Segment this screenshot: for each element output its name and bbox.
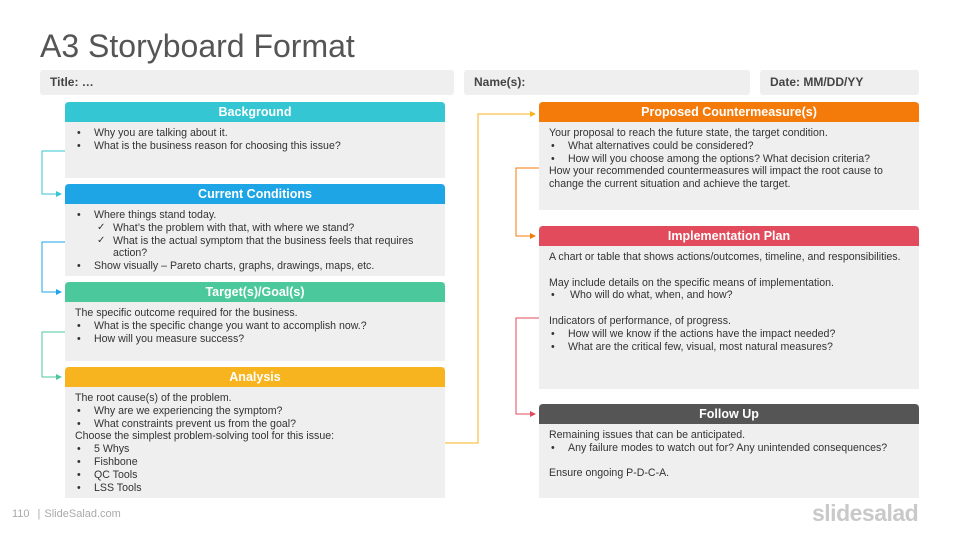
slidesalad-logo: slidesalad: [812, 500, 919, 526]
proposed-intro: Your proposal to reach the future state, the target condition.: [549, 127, 828, 139]
check-item: ✓ What’s the problem with that, with where we stand?: [75, 222, 435, 235]
title-field[interactable]: Title: …: [40, 70, 454, 95]
proposed-outro: How your recommended countermeasures will impact the root cause to change the current situation and achieve the target.: [549, 165, 883, 191]
tool-item: • 5 Whys: [75, 443, 435, 456]
list-item: • Who will do what, when, and how?: [549, 289, 909, 302]
implementation-heading: Implementation Plan: [539, 226, 919, 246]
followup-intro: Remaining issues that can be anticipated.: [549, 429, 746, 441]
analysis-tools-intro: Choose the simplest problem-solving tool for this issue:: [75, 430, 335, 443]
proposed-countermeasures-card: [539, 102, 919, 210]
background-heading: Background: [65, 102, 445, 122]
footer-site: SlideSalad.com: [44, 508, 121, 520]
footer-separator: |: [37, 508, 41, 520]
list-item: • What is the specific change you want to accomplish now.?: [75, 320, 435, 333]
analysis-intro: The root cause(s) of the problem.: [75, 392, 232, 404]
list-item: • Show visually – Pareto charts, graphs, drawings, maps, etc.: [75, 260, 435, 273]
list-item: • How will you choose among the options? What decision criteria?: [549, 153, 909, 166]
list-item: • Why you are talking about it.: [75, 127, 435, 140]
targets-intro: The specific outcome required for the business.: [75, 307, 298, 319]
tool-item: • LSS Tools: [75, 482, 435, 495]
list-item: • What constraints prevent us from the goal?: [75, 418, 435, 431]
arrow-current-to-targets: [42, 242, 65, 292]
slide-number: 110: [12, 508, 30, 520]
page-title: A3 Storyboard Format: [40, 28, 355, 64]
analysis-card: [65, 367, 445, 498]
background-card: [65, 102, 445, 178]
implementation-plan-card: [539, 226, 919, 389]
followup-outro: Ensure ongoing P-D-C-A.: [549, 467, 670, 480]
check-item: ✓ What is the actual symptom that the business feels that requires action?: [75, 235, 435, 261]
arrow-implementation-to-followup: [516, 318, 539, 414]
follow-up-card: [539, 404, 919, 498]
tool-item: • QC Tools: [75, 469, 435, 482]
list-item: • What is the business reason for choosing this issue?: [75, 140, 435, 153]
arrow-analysis-to-proposed: [445, 114, 535, 443]
targets-card: [65, 282, 445, 361]
analysis-heading: Analysis: [65, 367, 445, 387]
list-item: • How will we know if the actions have the impact needed?: [549, 328, 909, 341]
implementation-p2: May include details on the specific means of implementation.: [549, 276, 835, 289]
tool-item: • Fishbone: [75, 456, 435, 469]
implementation-p3: Indicators of performance, of progress.: [549, 314, 731, 327]
current-conditions-heading: Current Conditions: [65, 184, 445, 204]
list-item: • What alternatives could be considered?: [549, 140, 909, 153]
targets-heading: Target(s)/Goal(s): [65, 282, 445, 302]
followup-heading: Follow Up: [539, 404, 919, 424]
proposed-heading: Proposed Countermeasure(s): [539, 102, 919, 122]
list-item: • Where things stand today.: [75, 209, 435, 222]
arrow-proposed-to-implementation: [516, 168, 539, 236]
names-field[interactable]: Name(s):: [464, 70, 750, 95]
list-item: • Why are we experiencing the symptom?: [75, 405, 435, 418]
list-item: • Any failure modes to watch out for? Any unintended consequences?: [549, 442, 909, 455]
implementation-p1: A chart or table that shows actions/outcomes, timeline, and responsibilities.: [549, 251, 901, 263]
arrow-targets-to-analysis: [42, 332, 65, 377]
current-conditions-card: [65, 184, 445, 276]
arrow-background-to-current: [42, 151, 65, 194]
list-item: • What are the critical few, visual, most natural measures?: [549, 341, 909, 354]
date-field[interactable]: Date: MM/DD/YY: [760, 70, 919, 95]
footer: [12, 508, 121, 520]
list-item: • How will you measure success?: [75, 333, 435, 346]
